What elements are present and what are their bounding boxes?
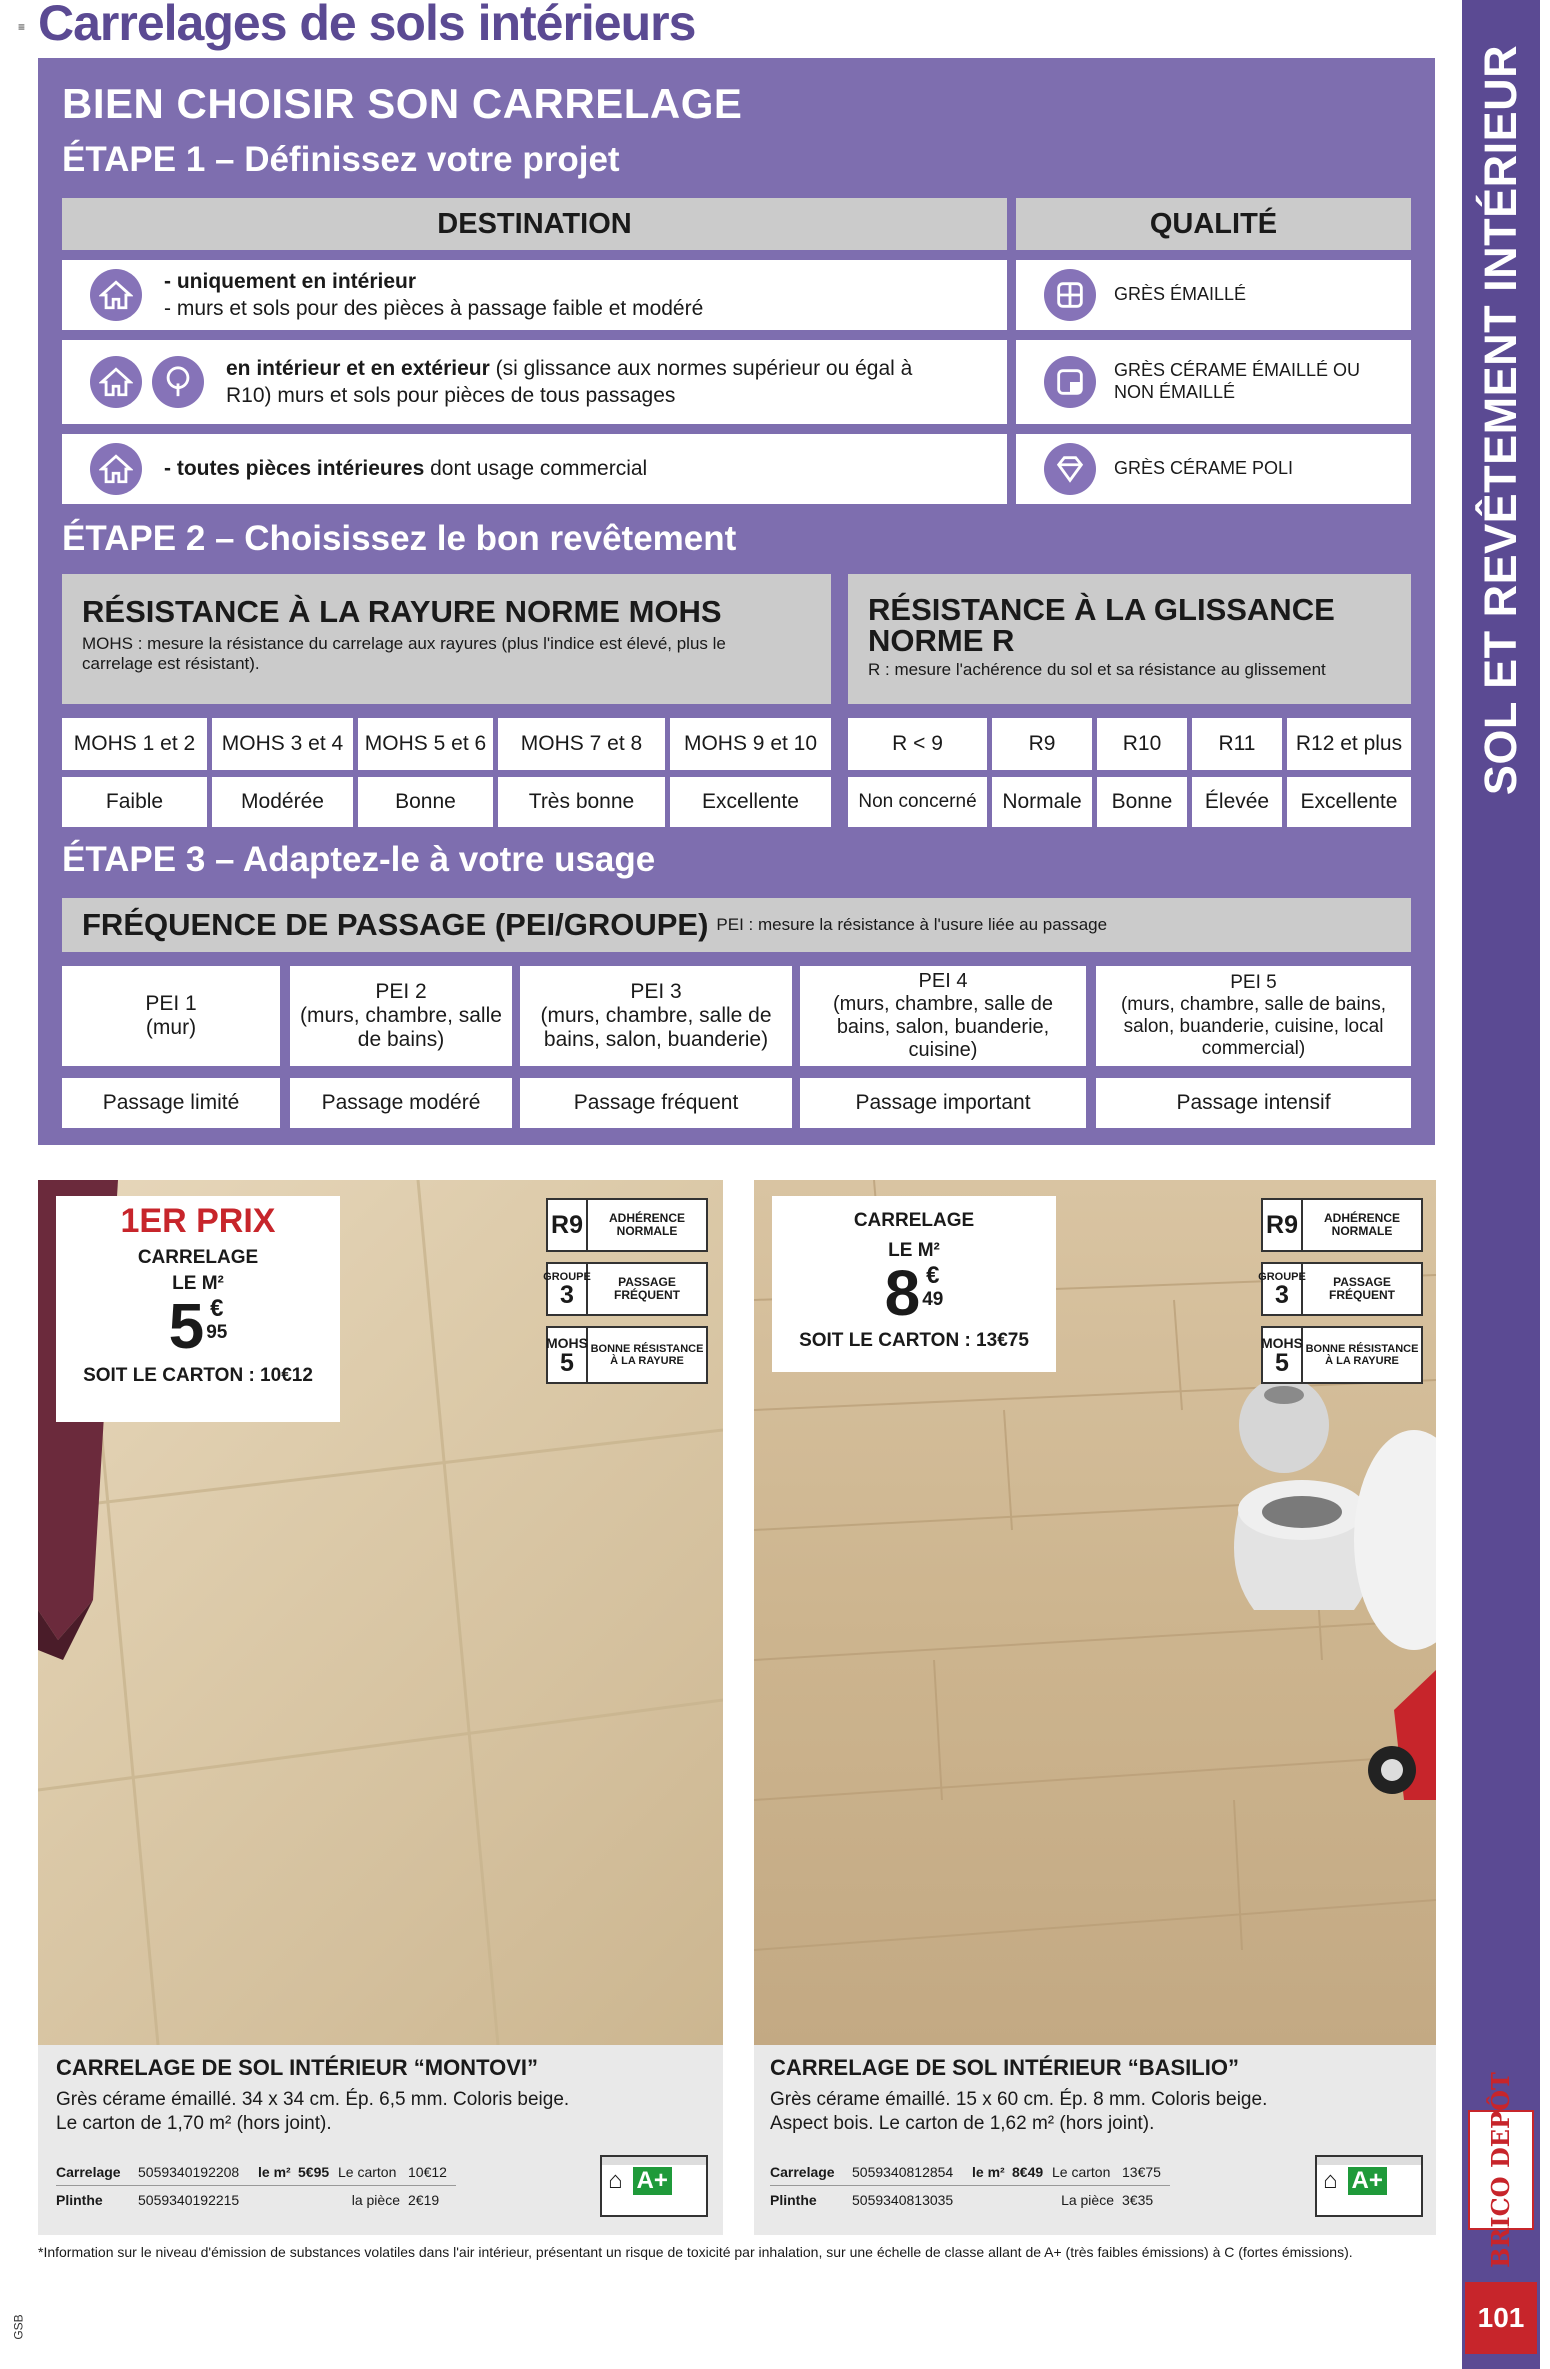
carton-price: SOIT LE CARTON : 13€75 [799, 1330, 1029, 1351]
mohs-rating: Excellente [670, 777, 831, 827]
unit-label: LE M² [888, 1240, 940, 1261]
house-icon: ⌂ [1323, 2167, 1338, 2194]
ref-table [56, 2158, 456, 2218]
pei-usage: Passage modéré [290, 1078, 512, 1128]
price-box-montovi [56, 1196, 340, 1422]
footnote: *Information sur le niveau d'émission de substances volatiles dans l'air intérieur, présentant un risque de toxicité par inhalation, sur une échelle de classe allant de A+ (très faibles émissions) à C (fortes émissions). [38, 2244, 1353, 2260]
house-icon [90, 356, 142, 408]
pei-cell: PEI 5 (murs, chambre, salle de bains, salon, buanderie, cuisine, local commercial) [1096, 966, 1411, 1066]
quality-row-1: GRÈS ÉMAILLÉ [1016, 260, 1411, 330]
destination-row-1: - uniquement en intérieur - murs et sols pour des pièces à passage faible et modéré [62, 260, 1007, 330]
product-desc: Grès cérame émaillé. 34 x 34 cm. Ép. 6,5 mm. Coloris beige. Le carton de 1,70 m² (hors joint). [56, 2089, 570, 2134]
pei-usage: Passage fréquent [520, 1078, 792, 1128]
side-code: GSB [11, 2314, 26, 2340]
product-label: CARRELAGE [853, 1210, 975, 1231]
mohs-rating: Bonne [358, 777, 493, 827]
slip-rating: Excellente [1287, 777, 1411, 827]
mohs-badge: MOHS 5 BONNE RÉSISTANCE À LA RAYURE [546, 1326, 708, 1384]
emission-label: ⌂ A+ [600, 2155, 708, 2217]
quality-row-2: GRÈS CÉRAME ÉMAILLÉ OU NON ÉMAILLÉ [1016, 340, 1411, 424]
mohs-rating: Très bonne [498, 777, 665, 827]
destination-row-2: en intérieur et en extérieur (si glissance aux normes supérieur ou égal à R10) murs et sols pour pièces de tous passages [62, 340, 1007, 424]
glazed-tile-icon [1044, 356, 1096, 408]
slip-rating: Bonne [1097, 777, 1187, 827]
house-icon [90, 443, 142, 495]
mohs-header: RÉSISTANCE À LA RAYURE NORME MOHS MOHS : mesure la résistance du carrelage aux rayures (plus l'indice est élevé, plus le carrelage est résistant). [62, 574, 831, 704]
tree-icon [152, 356, 204, 408]
brand-logo: BRICO DEPÔT [1468, 2110, 1534, 2230]
product-name: CARRELAGE DE SOL INTÉRIEUR “BASILIO” [770, 2055, 1239, 2080]
mohs-level: MOHS 1 et 2 [62, 718, 207, 770]
emission-label: ⌂ A+ [1315, 2155, 1423, 2217]
slip-level: R10 [1097, 718, 1187, 770]
slip-rating: Normale [992, 777, 1092, 827]
ref-row: Carrelage 5059340192208 le m² 5€95 Le carton 10€12 [56, 2158, 456, 2186]
slip-rating: Élevée [1192, 777, 1282, 827]
product-desc: Grès cérame émaillé. 15 x 60 cm. Ép. 8 mm. Coloris beige. Aspect bois. Le carton de 1,62 m² (hors joint). [770, 2089, 1268, 2134]
mohs-badge: MOHS 5 BONNE RÉSISTANCE À LA RAYURE [1261, 1326, 1423, 1384]
slip-header: RÉSISTANCE À LA GLISSANCE NORME R R : mesure l'achérence du sol et sa résistance au glissement [848, 574, 1411, 704]
product-name: CARRELAGE DE SOL INTÉRIEUR “MONTOVI” [56, 2055, 539, 2080]
first-price-tag: 1ER PRIX [120, 1202, 276, 1240]
carton-price: SOIT LE CARTON : 10€12 [83, 1365, 313, 1386]
slip-rating: Non concerné [848, 777, 987, 827]
product-label: CARRELAGE [137, 1247, 259, 1268]
tile-grid-icon [1044, 269, 1096, 321]
mohs-level: MOHS 3 et 4 [212, 718, 353, 770]
group-badge: GROUPE 3 PASSAGE FRÉQUENT [546, 1262, 708, 1316]
ref-table [770, 2158, 1170, 2218]
mohs-rating: Faible [62, 777, 207, 827]
slip-level: R < 9 [848, 718, 987, 770]
pei-cell: PEI 2 (murs, chambre, salle de bains) [290, 966, 512, 1066]
destination-row-3: - toutes pièces intérieures dont usage commercial [62, 434, 1007, 504]
page-number: 101 [1465, 2282, 1537, 2354]
ref-row: Carrelage 5059340812854 le m² 8€49 Le carton 13€75 [770, 2158, 1170, 2186]
pei-usage: Passage intensif [1096, 1078, 1411, 1128]
slip-badge: R9 ADHÉRENCE NORMALE [546, 1198, 708, 1252]
pei-usage: Passage limité [62, 1078, 280, 1128]
step2-title: ÉTAPE 2 – Choisissez le bon revêtement [62, 519, 737, 558]
pei-usage: Passage important [800, 1078, 1086, 1128]
corner-mark: ≡ [18, 20, 26, 34]
mohs-rating: Modérée [212, 777, 353, 827]
house-icon [90, 269, 142, 321]
pei-cell: PEI 1 (mur) [62, 966, 280, 1066]
ref-row: Plinthe 5059340192215 la pièce 2€19 [56, 2192, 440, 2208]
slip-level: R12 et plus [1287, 718, 1411, 770]
diamond-icon [1044, 443, 1096, 495]
house-icon: ⌂ [608, 2167, 623, 2194]
slip-badge: R9 ADHÉRENCE NORMALE [1261, 1198, 1423, 1252]
pei-cell: PEI 3 (murs, chambre, salle de bains, salon, buanderie) [520, 966, 792, 1066]
destination-header: DESTINATION [62, 198, 1007, 250]
mohs-level: MOHS 5 et 6 [358, 718, 493, 770]
price-box-basilio [772, 1196, 1056, 1372]
pei-cell: PEI 4 (murs, chambre, salle de bains, salon, buanderie, cuisine) [800, 966, 1086, 1066]
mohs-level: MOHS 9 et 10 [670, 718, 831, 770]
step3-title: ÉTAPE 3 – Adaptez-le à votre usage [62, 840, 656, 879]
price: 5 € 95 [168, 1290, 228, 1362]
slip-level: R11 [1192, 718, 1282, 770]
slip-level: R9 [992, 718, 1092, 770]
guide-heading: BIEN CHOISIR SON CARRELAGE [62, 80, 743, 127]
quality-header: QUALITÉ [1016, 198, 1411, 250]
quality-row-3: GRÈS CÉRAME POLI [1016, 434, 1411, 504]
price: 8 € 49 [884, 1257, 944, 1329]
step1-title: ÉTAPE 1 – Définissez votre projet [62, 140, 620, 179]
group-badge: GROUPE 3 PASSAGE FRÉQUENT [1261, 1262, 1423, 1316]
mohs-level: MOHS 7 et 8 [498, 718, 665, 770]
pei-header: FRÉQUENCE DE PASSAGE (PEI/GROUPE) PEI : mesure la résistance à l'usure liée au passage [62, 898, 1411, 952]
ref-row: Plinthe 5059340813035 La pièce 3€35 [770, 2192, 1154, 2208]
unit-label: LE M² [172, 1273, 224, 1294]
side-title: SOL ET REVÊTEMENT INTÉRIEUR [1475, 44, 1526, 796]
page-title: Carrelages de sols intérieurs [38, 0, 696, 51]
